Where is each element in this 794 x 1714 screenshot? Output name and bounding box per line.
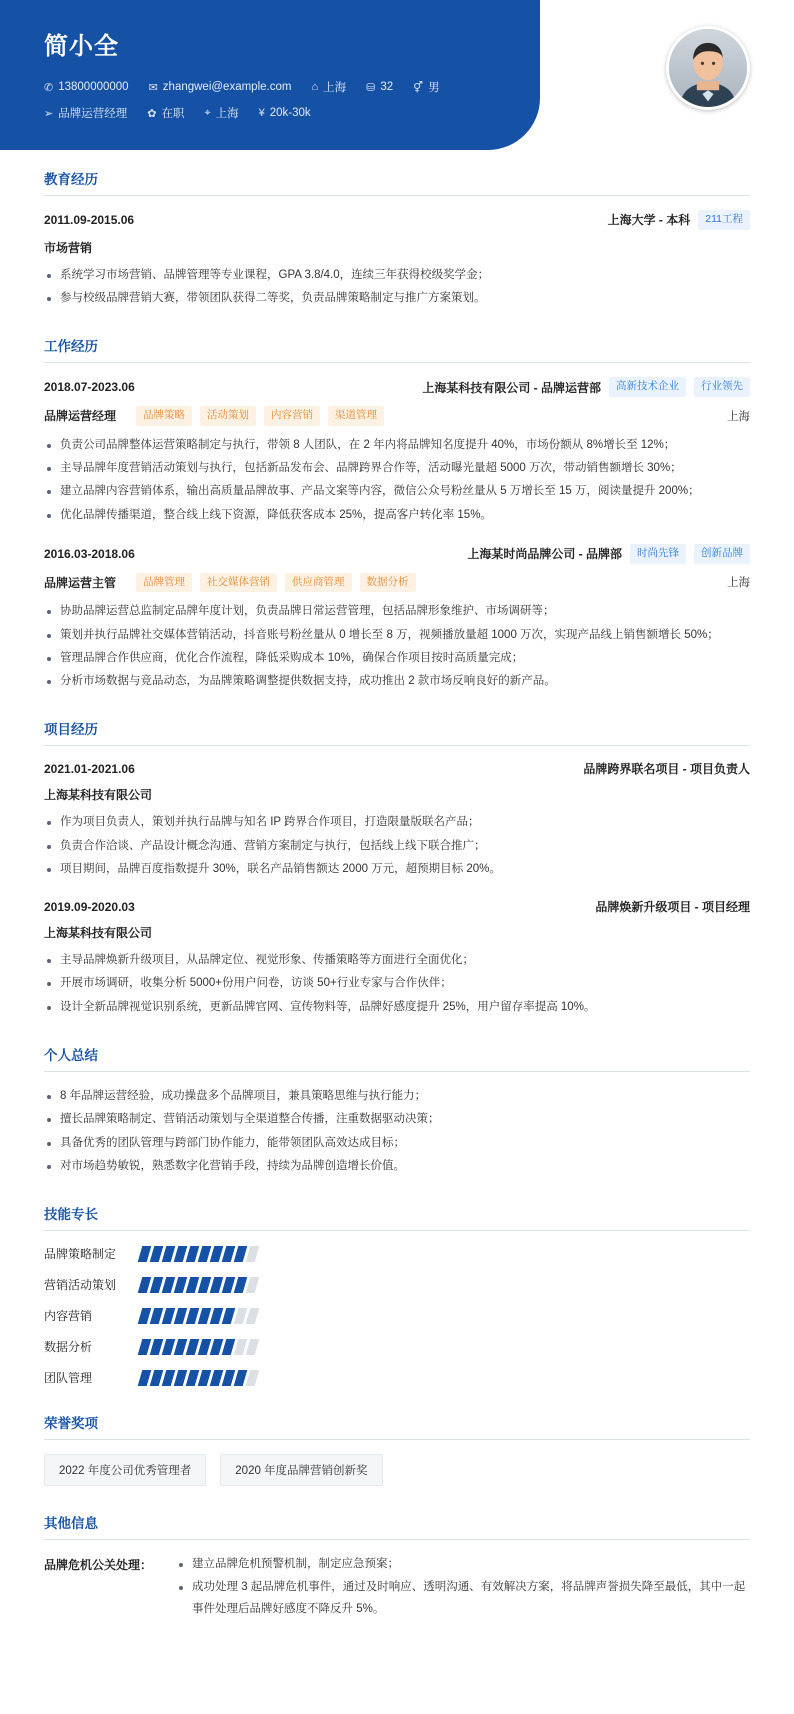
list-item: 优化品牌传播渠道，整合线上线下资源，降低获客成本 25%，提高客户转化率 15%。 bbox=[44, 505, 750, 526]
education-school: 上海大学 - 本科 bbox=[607, 213, 691, 228]
skill-level-bar bbox=[246, 1308, 260, 1324]
project-entry bbox=[44, 898, 750, 1018]
work-company-tag: 高新技术企业 bbox=[609, 377, 686, 397]
work-entry-header bbox=[44, 544, 750, 564]
skill-level-meter bbox=[140, 1277, 257, 1293]
section-title-summary: 个人总结 bbox=[44, 1044, 750, 1072]
contact-email-value: zhangwei@example.com bbox=[162, 81, 292, 93]
section-title-skills: 技能专长 bbox=[44, 1203, 750, 1231]
skill-level-bar bbox=[246, 1246, 260, 1262]
work-skill-tag: 供应商管理 bbox=[285, 573, 352, 593]
gender-icon: ⚥ bbox=[413, 81, 424, 94]
list-item: 擅长品牌策略制定、营销活动策划与全渠道整合传播，注重数据驱动决策； bbox=[44, 1109, 750, 1130]
list-item: 主导品牌焕新升级项目，从品牌定位、视觉形象、传播策略等方面进行全面优化； bbox=[44, 950, 750, 971]
skill-row bbox=[44, 1338, 750, 1355]
education-entry bbox=[44, 210, 750, 309]
section-title-other: 其他信息 bbox=[44, 1512, 750, 1540]
work-entry bbox=[44, 544, 750, 693]
work-company-tag: 创新品牌 bbox=[694, 544, 750, 564]
project-title-group bbox=[595, 898, 750, 915]
desired-salary-value: 20k-30k bbox=[269, 107, 311, 119]
skill-level-meter bbox=[140, 1246, 257, 1262]
list-item: 成功处理 3 起品牌危机事件，通过及时响应、透明沟通、有效解决方案，将品牌声誉损失降至最低，其中一起事件处理后品牌好感度不降反升 5%。 bbox=[176, 1577, 750, 1620]
skill-label: 营销活动策划 bbox=[44, 1278, 117, 1293]
list-item: 设计全新品牌视觉识别系统，更新品牌官网、宣传物料等，品牌好感度提升 25%，用户留存率提高 10%。 bbox=[44, 997, 750, 1018]
project-date: 2019.09-2020.03 bbox=[44, 899, 135, 914]
list-item: 建立品牌内容营销体系，输出高质量品牌故事、产品文案等内容，微信公众号粉丝量从 5 万增长至 15 万，阅读量提升 200%； bbox=[44, 481, 750, 502]
project-entry-header bbox=[44, 760, 750, 777]
work-entry bbox=[44, 377, 750, 526]
list-item: 负责公司品牌整体运营策略制定与执行，带领 8 人团队，在 2 年内将品牌知名度提升 40%，市场份额从 8%增长至 12%； bbox=[44, 435, 750, 456]
section-title-education: 教育经历 bbox=[44, 168, 750, 196]
work-bullets bbox=[44, 435, 750, 526]
work-company: 上海某时尚品牌公司 - 品牌部 bbox=[467, 547, 622, 562]
skill-level-meter bbox=[140, 1339, 257, 1355]
work-bullets bbox=[44, 601, 750, 692]
skill-label: 内容营销 bbox=[44, 1309, 93, 1324]
work-company-group bbox=[422, 377, 750, 397]
awards-list bbox=[44, 1454, 750, 1486]
skill-label: 品牌策略制定 bbox=[44, 1247, 117, 1262]
education-date: 2011.09-2015.06 bbox=[44, 212, 135, 227]
section-work bbox=[44, 335, 750, 692]
contact-age bbox=[366, 81, 393, 94]
work-role-row bbox=[44, 406, 750, 426]
work-role: 品牌运营经理 bbox=[44, 409, 117, 424]
list-item: 分析市场数据与竞品动态，为品牌策略调整提供数据支持，成功推出 2 款市场反响良好的新产品。 bbox=[44, 671, 750, 692]
skill-level-meter bbox=[140, 1370, 257, 1386]
project-date: 2021.01-2021.06 bbox=[44, 761, 135, 776]
work-role: 品牌运营主管 bbox=[44, 575, 117, 590]
list-item: 对市场趋势敏锐，熟悉数字化营销手段，持续为品牌创造增长价值。 bbox=[44, 1156, 750, 1177]
work-skill-tag: 品牌策略 bbox=[136, 406, 192, 426]
other-body bbox=[176, 1554, 750, 1622]
list-item: 参与校级品牌营销大赛，带领团队获得二等奖，负责品牌策略制定与推广方案策划。 bbox=[44, 288, 750, 309]
section-summary bbox=[44, 1044, 750, 1177]
skill-level-bar bbox=[246, 1339, 260, 1355]
section-projects bbox=[44, 718, 750, 1018]
section-title-work: 工作经历 bbox=[44, 335, 750, 363]
section-awards bbox=[44, 1412, 750, 1486]
work-location: 上海 bbox=[727, 577, 750, 590]
project-title: 品牌焕新升级项目 - 项目经理 bbox=[595, 900, 750, 915]
work-role-row bbox=[44, 573, 750, 593]
list-item: 策划并执行品牌社交媒体营销活动，抖音账号粉丝量从 0 增长至 8 万，视频播放量超 1000 万次，实现产品线上销售额增长 50%； bbox=[44, 625, 750, 646]
skill-row bbox=[44, 1245, 750, 1262]
resume-header bbox=[0, 0, 794, 150]
education-bullets bbox=[44, 265, 750, 310]
work-company-tag: 时尚先锋 bbox=[630, 544, 686, 564]
project-entry-header bbox=[44, 898, 750, 915]
contact-gender bbox=[413, 79, 439, 95]
person-photo-icon bbox=[669, 29, 747, 107]
other-bullets bbox=[176, 1554, 750, 1620]
work-role-skills bbox=[44, 573, 416, 593]
contact-phone bbox=[44, 81, 129, 94]
list-item: 8 年品牌运营经验，成功操盘多个品牌项目，兼具策略思维与执行能力； bbox=[44, 1086, 750, 1107]
list-item: 主导品牌年度营销活动策划与执行，包括新品发布会、品牌跨界合作等，活动曝光量超 5000 万次，带动销售额增长 30%； bbox=[44, 458, 750, 479]
education-tag: 211工程 bbox=[698, 210, 750, 230]
status-icon: ✿ bbox=[147, 107, 157, 120]
mail-icon: ✉ bbox=[148, 81, 158, 94]
work-company-group bbox=[467, 544, 750, 564]
skill-level-bar bbox=[246, 1370, 260, 1386]
work-skill-tag: 数据分析 bbox=[360, 573, 416, 593]
cake-icon: ⛁ bbox=[366, 81, 376, 94]
section-skills bbox=[44, 1203, 750, 1386]
section-education bbox=[44, 168, 750, 309]
education-school-group bbox=[608, 210, 750, 230]
work-skill-tag: 内容营销 bbox=[264, 406, 320, 426]
work-location: 上海 bbox=[727, 410, 750, 423]
skill-label: 团队管理 bbox=[44, 1371, 93, 1386]
work-company-tag: 行业领先 bbox=[694, 377, 750, 397]
project-bullets bbox=[44, 950, 750, 1018]
award-chip: 2020 年度品牌营销创新奖 bbox=[220, 1454, 382, 1486]
work-skill-tag: 社交媒体营销 bbox=[200, 573, 277, 593]
job-status bbox=[147, 105, 184, 121]
skill-level-meter bbox=[140, 1308, 257, 1324]
contact-city-value: 上海 bbox=[323, 82, 347, 94]
avatar bbox=[666, 26, 750, 110]
list-item: 项目期间，品牌百度指数提升 30%，联名产品销售额达 2000 万元，超预期目标 20%。 bbox=[44, 859, 750, 880]
resume-body bbox=[0, 150, 794, 1688]
contact-phone-value: 13800000000 bbox=[58, 81, 129, 93]
salary-icon: ¥ bbox=[258, 107, 265, 119]
summary-bullets bbox=[44, 1086, 750, 1177]
project-entry bbox=[44, 760, 750, 880]
desired-location bbox=[204, 105, 238, 121]
list-item: 协助品牌运营总监制定品牌年度计划，负责品牌日常运营管理，包括品牌形象维护、市场调研等； bbox=[44, 601, 750, 622]
project-company: 上海某科技有限公司 bbox=[44, 788, 153, 803]
list-item: 具备优秀的团队管理与跨部门协作能力，能带领团队高效达成目标； bbox=[44, 1133, 750, 1154]
project-bullets bbox=[44, 812, 750, 880]
skill-label: 数据分析 bbox=[44, 1340, 93, 1355]
list-item: 作为项目负责人，策划并执行品牌与知名 IP 跨界合作项目，打造限量版联名产品； bbox=[44, 812, 750, 833]
list-item: 系统学习市场营销、品牌管理等专业课程，GPA 3.8/4.0，连续三年获得校级奖学金； bbox=[44, 265, 750, 286]
work-role-skills bbox=[44, 406, 384, 426]
list-item: 开展市场调研，收集分析 5000+份用户问卷，访谈 50+行业专家与合作伙伴； bbox=[44, 973, 750, 994]
desired-position-value: 品牌运营经理 bbox=[58, 108, 128, 120]
work-company: 上海某科技有限公司 - 品牌运营部 bbox=[422, 380, 601, 395]
skill-row bbox=[44, 1369, 750, 1386]
contact-row-secondary bbox=[44, 105, 794, 121]
work-skill-tag: 活动策划 bbox=[200, 406, 256, 426]
work-date: 2018.07-2023.06 bbox=[44, 380, 135, 395]
project-title-group bbox=[583, 760, 750, 777]
phone-icon: ✆ bbox=[44, 81, 54, 94]
list-item: 管理品牌合作供应商，优化合作流程，降低采购成本 10%，确保合作项目按时高质量完成； bbox=[44, 648, 750, 669]
work-skill-tag: 渠道管理 bbox=[328, 406, 384, 426]
education-major: 市场营销 bbox=[44, 240, 93, 255]
send-icon: ➢ bbox=[44, 107, 54, 120]
contact-email bbox=[149, 81, 292, 94]
contact-gender-value: 男 bbox=[428, 82, 440, 94]
education-entry-header bbox=[44, 210, 750, 230]
other-row bbox=[44, 1554, 750, 1622]
desired-salary bbox=[259, 107, 311, 119]
work-skill-tag: 品牌管理 bbox=[136, 573, 192, 593]
skill-level-bar bbox=[246, 1277, 260, 1293]
other-label: 品牌危机公关处理： bbox=[44, 1558, 153, 1573]
skill-row bbox=[44, 1276, 750, 1293]
skill-row bbox=[44, 1307, 750, 1324]
contact-age-value: 32 bbox=[380, 81, 394, 93]
desired-position bbox=[44, 105, 127, 121]
section-title-awards: 荣誉奖项 bbox=[44, 1412, 750, 1440]
work-date: 2016.03-2018.06 bbox=[44, 546, 135, 561]
contact-city bbox=[311, 79, 346, 95]
award-chip: 2022 年度公司优秀管理者 bbox=[44, 1454, 206, 1486]
skills-list bbox=[44, 1245, 750, 1386]
project-company: 上海某科技有限公司 bbox=[44, 926, 153, 941]
project-title: 品牌跨界联名项目 - 项目负责人 bbox=[583, 762, 750, 777]
list-item: 建立品牌危机预警机制，制定应急预案； bbox=[176, 1554, 750, 1575]
home-icon: ⌂ bbox=[311, 81, 319, 93]
work-entry-header bbox=[44, 377, 750, 397]
candidate-name: 简小全 bbox=[44, 33, 119, 60]
desired-location-value: 上海 bbox=[215, 108, 239, 120]
job-status-value: 在职 bbox=[161, 108, 185, 120]
location-icon: ⌖ bbox=[204, 106, 211, 119]
list-item: 负责合作洽谈、产品设计概念沟通、营销方案制定与执行，包括线上线下联合推广； bbox=[44, 836, 750, 857]
section-title-projects: 项目经历 bbox=[44, 718, 750, 746]
section-other bbox=[44, 1512, 750, 1622]
